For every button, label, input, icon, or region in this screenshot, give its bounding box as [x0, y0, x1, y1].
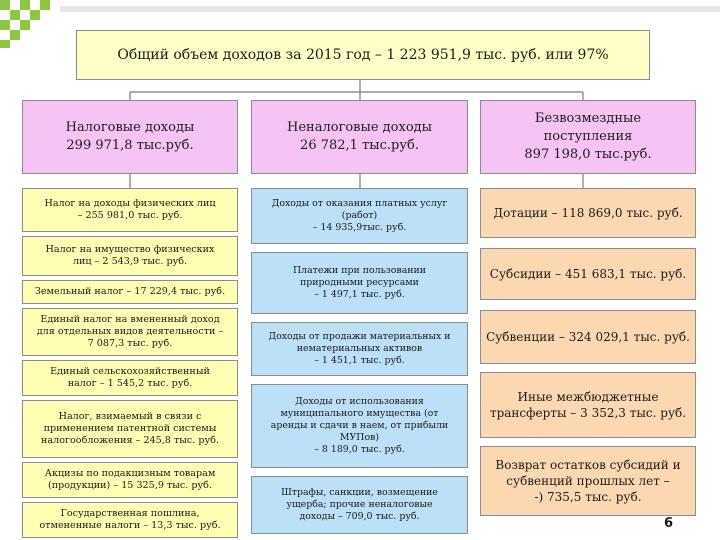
nontax-revenue-header — [251, 100, 468, 174]
tax-item-text: Земельный налог – 17 229,4 тыс. руб. — [34, 286, 226, 297]
nontax-revenue-header-text: Неналоговые доходы 26 782,1 тыс.руб. — [287, 120, 432, 153]
tax-revenue-header — [22, 100, 238, 174]
nontax-item-natural-resources — [251, 252, 468, 314]
transfer-item-other-transfers — [480, 372, 696, 438]
nontax-item-municipal-property — [251, 384, 468, 468]
nontax-item-text: Штрафы, санкции, возмещение ущерба; прочие неналоговые доходы – 709,0 тыс. руб. — [281, 487, 438, 522]
tax-item-text: Единый сельскохозяйственный налог – 1 545,2 тыс. руб. — [50, 366, 210, 389]
transfer-item-text: Субвенции – 324 029,1 тыс. руб. — [486, 330, 690, 344]
page-number: 6 — [664, 516, 674, 531]
nontax-item-text: Платежи при пользовании природными ресурсами – 1 497,1 тыс. руб. — [292, 265, 427, 300]
tax-item-agricultural — [22, 360, 238, 396]
total-revenue-text: Общий объем доходов за 2015 год – 1 223 951,9 тыс. руб. или 97% — [117, 47, 609, 63]
tax-item-text: Налог, взимаемый в связи с применением патентной системы налогообложения – 245,8 тыс. руб. — [41, 411, 219, 446]
transfer-item-text: Иные межбюджетные трансферты – 3 352,3 тыс. руб. — [489, 390, 687, 420]
transfers-header — [480, 100, 696, 174]
tax-item-personal-income — [22, 188, 238, 232]
transfers-header-text: Безвозмездные поступления 897 198,0 тыс.руб. — [524, 111, 652, 162]
tax-item-text: Налог на имущество физических лиц – 2 543,9 тыс. руб. — [45, 244, 215, 267]
tax-item-text: Государственная пошлина, отмененные налоги – 13,3 тыс. руб. — [39, 508, 221, 531]
tax-item-text: Единый налог на вмененный доход для отдельных видов деятельности – 7 087,3 тыс. руб. — [36, 314, 224, 349]
nontax-item-text: Доходы от продажи материальных и нематериальных активов – 1 451,1 тыс. руб. — [268, 331, 451, 366]
transfer-item-subventions — [480, 310, 696, 364]
tax-item-text: Налог на доходы физических лиц – 255 981,0 тыс. руб. — [44, 198, 216, 221]
nontax-item-asset-sales — [251, 322, 468, 376]
nontax-item-paid-services — [251, 188, 468, 244]
tax-item-imputed-income — [22, 308, 238, 356]
transfer-item-text: Субсидии – 451 683,1 тыс. руб. — [489, 267, 687, 281]
transfer-item-subsidies — [480, 248, 696, 300]
transfer-item-returns — [480, 446, 696, 516]
nontax-item-fines — [251, 476, 468, 534]
tax-item-state-duty — [22, 502, 238, 538]
tax-item-property — [22, 236, 238, 276]
tax-item-patent — [22, 400, 238, 458]
tax-item-text: Акцизы по подакцизным товарам (продукции) – 15 325,9 тыс. руб. — [44, 468, 216, 491]
tax-item-land — [22, 280, 238, 304]
transfer-item-grants — [480, 188, 696, 238]
total-revenue-box — [76, 30, 650, 80]
nontax-item-text: Доходы от использования муниципального имущества (от аренды и сдачи в наем, от прибыли МУПов) – 8 189,0 тыс. руб. — [270, 396, 449, 455]
transfer-item-text: Дотации – 118 869,0 тыс. руб. — [493, 206, 683, 220]
transfer-item-text: Возврат остатков субсидий и субвенций прошлых лет – -) 735,5 тыс. руб. — [495, 458, 681, 504]
tax-item-excise — [22, 462, 238, 498]
tax-revenue-header-text: Налоговые доходы 299 971,8 тыс.руб. — [65, 120, 195, 153]
nontax-item-text: Доходы от оказания платных услуг (работ) – 14 935,9тыс. руб. — [271, 198, 448, 233]
